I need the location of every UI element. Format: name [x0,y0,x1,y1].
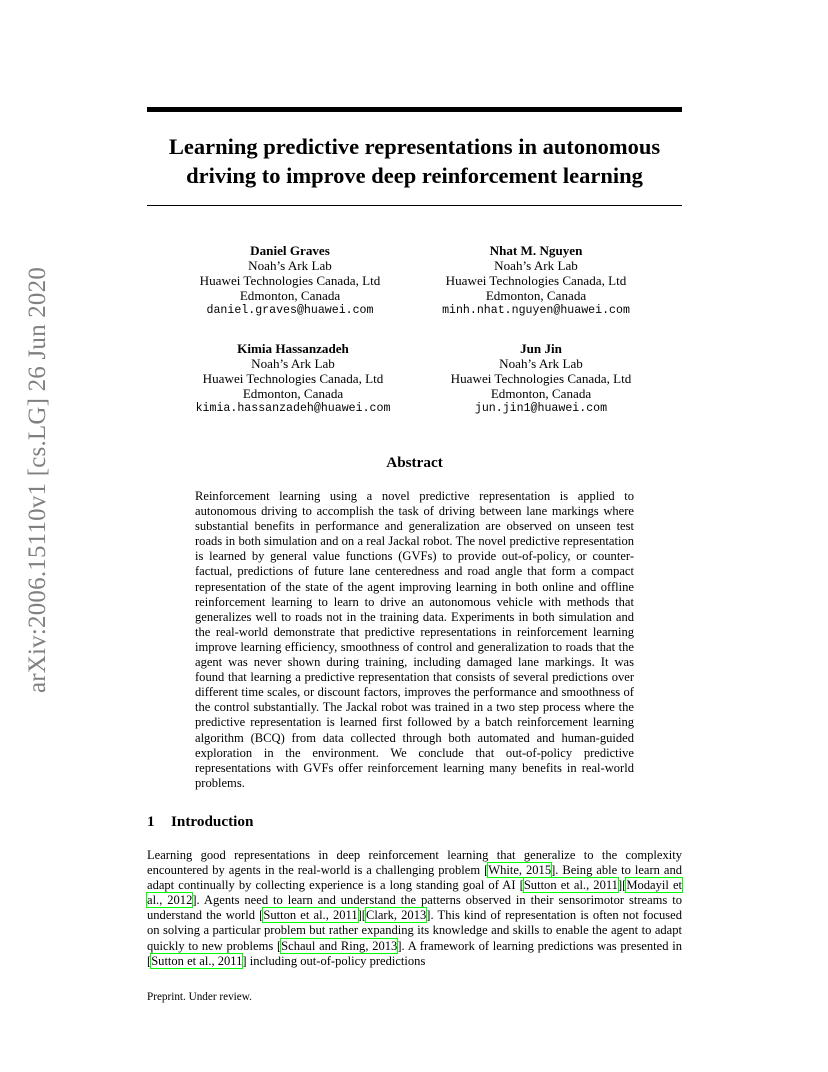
arxiv-identifier: arXiv:2006.15110v1 [cs.LG] 26 Jun 2020 [24,266,51,694]
author-block-graves [160,243,420,318]
citation-link[interactable]: Sutton et al., 2011 [151,953,243,968]
author-organization: Huawei Technologies Canada, Ltd [199,273,381,288]
section-title: Introduction [171,813,254,830]
author-block-hassanzadeh [163,341,423,416]
author-block-jin [411,341,671,416]
paper-title [147,132,682,190]
author-name: Nhat M. Nguyen [489,243,583,258]
title-line-1: Learning predictive representations in autonomous [168,134,661,159]
intro-text: . A framework of learning predictions was presented in [401,938,682,953]
author-location: Edmonton, Canada [239,288,341,303]
intro-text: . This kind of representation is often not focused on solving a particular problem but rather expanding its knowledge and skills to enable the agent to adapt quickly to new problems [147,908,683,953]
section-heading-introduction [147,813,253,831]
section-number: 1 [147,813,155,830]
author-name: Daniel Graves [250,243,330,258]
citation-link[interactable]: Sutton et al., 2011 [263,908,358,923]
abstract-text: Reinforcement learning using a novel predictive representation is applied to autonomous driving to accomplish the task of driving between lane markings where substantial benefits in performance and generalization are observed on unseen test roads in both simulation and on a real Jackal robot. The novel predictive representation is learned by general value functions (GVFs) to provide out-of-policy, or counter-factual, predictions of future lane centeredness and road angle that form a compact representation of the state of the agent improving learning in both online and offline reinforcement learning to learn to drive an autonomous vehicle with methods that generalizes well to roads not in the training data. Experiments in both simulation and the real-world demonstrate that predictive representations in reinforcement learning improve learning efficiency, smoothness of control and generalization to roads that the agent was never shown during training, including damaged lane markings. It was found that learning a predictive representation that consists of several predictions over different time scales, or discount factors, improves the performance and smoothness of the control substantially. The Jackal robot was trained in a two step process where the predictive representation is learned first followed by a batch reinforcement learning algorithm (BCQ) from data collected through both automated and human-guided exploration in the environment. We conclude that out-of-policy predictive representations with GVFs offer reinforcement learning many benefits in real-world problems. [195,489,634,790]
author-name: Kimia Hassanzadeh [237,341,349,356]
author-organization: Huawei Technologies Canada, Ltd [445,273,627,288]
preprint-footer: Preprint. Under review. [147,991,252,1003]
citation-link[interactable]: Modayil et al., 2012 [147,878,682,908]
author-block-nguyen [406,243,666,318]
author-affiliation: Noah’s Ark Lab [494,258,578,273]
citation-link[interactable]: Sutton et al., 2011 [523,878,618,893]
author-organization: Huawei Technologies Canada, Ltd [450,371,632,386]
intro-text: . Being able to learn and adapt continually by collecting experience is a long standing goal of AI [147,863,682,893]
title-line-2: driving to improve deep reinforcement learning [186,163,643,188]
citation-link[interactable]: Clark, 2013 [365,908,427,923]
title-top-rule [147,107,682,112]
author-email[interactable]: kimia.hassanzadeh@huawei.com [195,402,391,415]
author-email[interactable]: daniel.graves@huawei.com [206,304,374,317]
author-location: Edmonton, Canada [485,288,587,303]
intro-text: Learning good representations in deep reinforcement learning that generalize to the complexity encountered by agents in the real-world is a challenging problem [147,848,682,878]
citation-link[interactable]: Schaul and Ring, 2013 [281,938,398,953]
intro-text: including out-of-policy predictions [246,953,426,968]
author-affiliation: Noah’s Ark Lab [248,258,332,273]
title-bottom-rule [147,205,682,206]
author-email[interactable]: jun.jin1@huawei.com [474,402,608,415]
author-location: Edmonton, Canada [242,386,344,401]
citation-link[interactable]: White, 2015 [488,863,552,878]
author-organization: Huawei Technologies Canada, Ltd [202,371,384,386]
author-affiliation: Noah’s Ark Lab [251,356,335,371]
abstract-heading: Abstract [386,454,443,471]
intro-text: . Agents need to learn and understand the patterns observed in their sensorimotor streams to understand the world [147,893,682,923]
introduction-paragraph: Learning good representations in deep reinforcement learning that generalize to the complexity encountered by agents in the real-world is a challenging problem [White, 2015]. Being able to learn and adapt continually by collecting experience is a long standing goal of AI [Sutton et al., 2011][Modayil et al., 2012]. Agents need to learn and understand the patterns observed in their sensorimotor streams to understand the world [Sutton et al., 2011][Clark, 2013]. This kind of representation is often not focused on solving a particular problem but rather expanding its knowledge and skills to enable the agent to adapt quickly to new problems [Schaul and Ring, 2013]. A framework of learning predictions was presented in [Sutton et al., 2011] including out-of-policy predictions [147,848,683,968]
author-email[interactable]: minh.nhat.nguyen@huawei.com [442,304,630,317]
author-affiliation: Noah’s Ark Lab [499,356,583,371]
author-name: Jun Jin [520,341,562,356]
author-location: Edmonton, Canada [490,386,592,401]
